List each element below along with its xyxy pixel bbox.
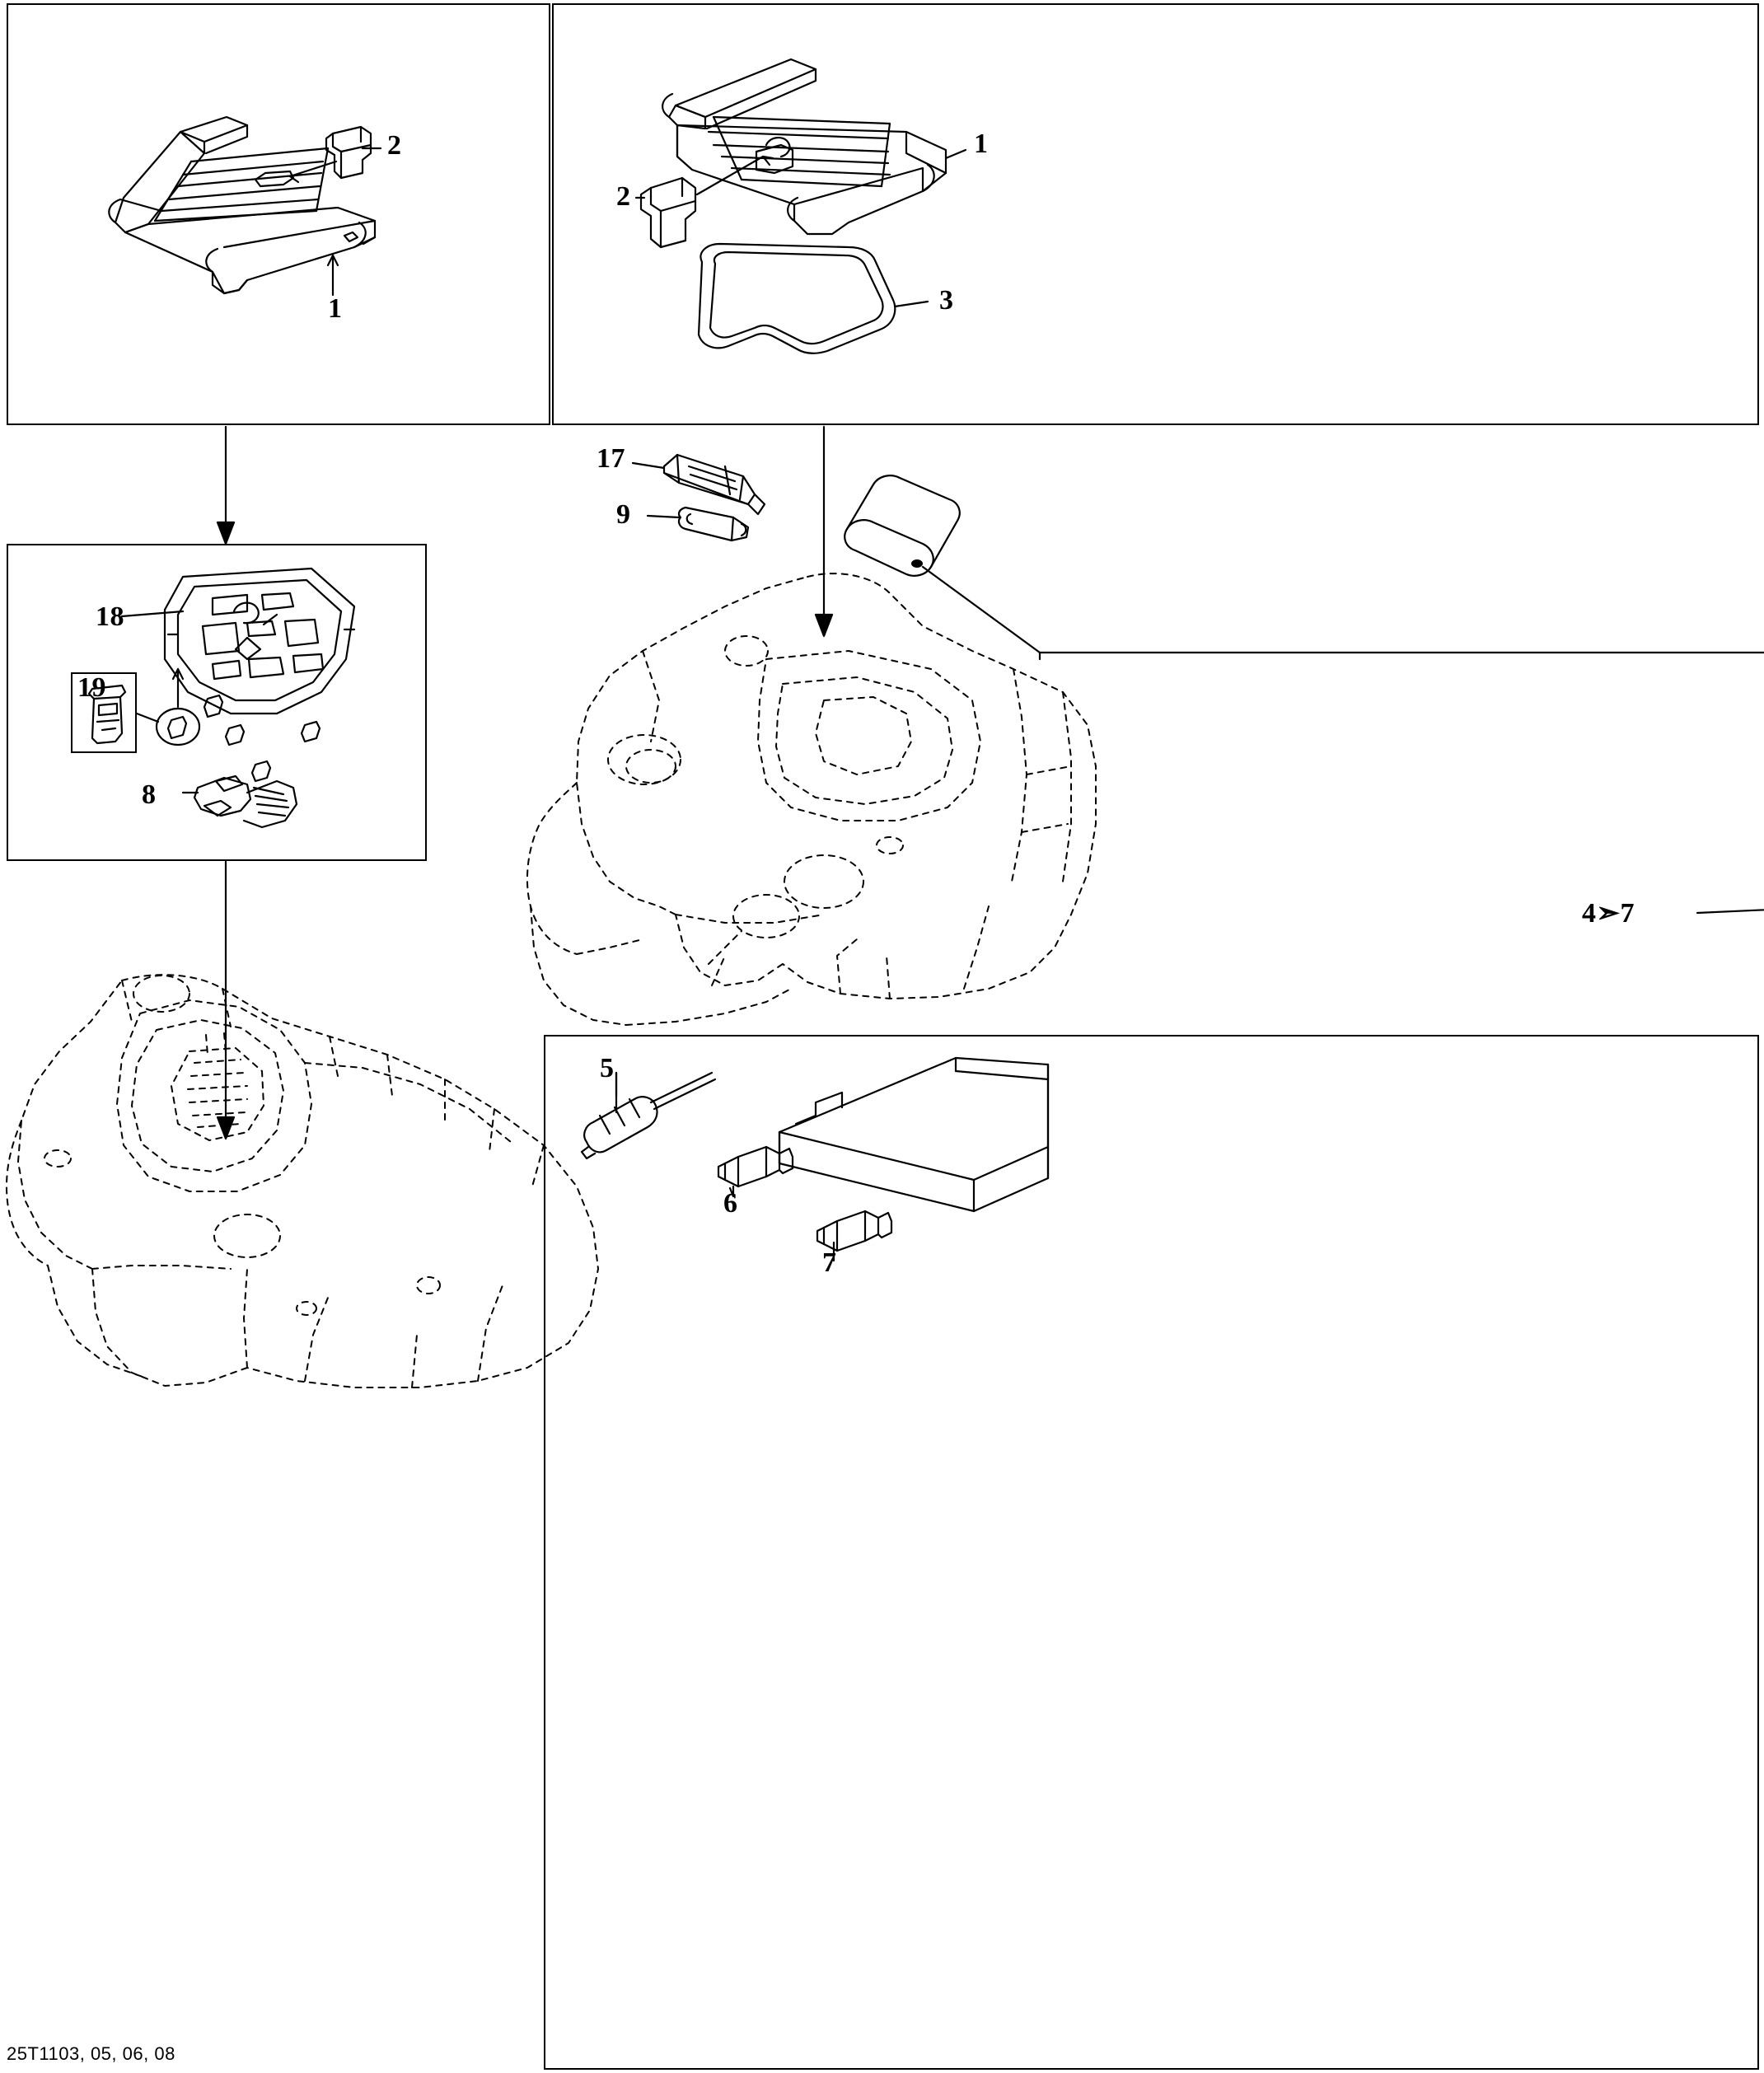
callout-1-topright: 1 <box>974 129 989 159</box>
flow-arrow-topleft-to-midleft <box>218 427 234 544</box>
callout-8-harness: 8 <box>142 779 157 810</box>
part-9-wrench <box>648 508 748 540</box>
panel-top-right <box>552 3 1759 425</box>
group-4-7-leader <box>1040 653 1764 913</box>
callout-3-gasket: 3 <box>939 285 954 316</box>
callout-7-socket: 7 <box>822 1247 837 1278</box>
flow-arrow-topright-to-vehicle <box>816 427 832 636</box>
part-17-bracket <box>633 455 765 514</box>
vehicle-body-upper <box>527 573 1096 1025</box>
callout-1-topleft: 1 <box>328 293 343 324</box>
callout-19-clip: 19 <box>77 672 106 703</box>
callout-9-wrench: 9 <box>616 499 631 530</box>
panel-mid-left <box>7 544 427 861</box>
callout-2-topleft: 2 <box>387 130 402 161</box>
callout-17-bracket: 17 <box>597 443 625 474</box>
vehicle-body-lower <box>7 975 598 1387</box>
flow-arrow-midleft-to-lowervehicle <box>218 862 234 1139</box>
callout-4-to-7-group: 4➣7 <box>1582 898 1635 929</box>
callout-5-screwdriver: 5 <box>600 1053 615 1083</box>
callout-2-topright: 2 <box>616 181 631 212</box>
rolled-tool-pouch <box>845 475 1040 653</box>
callout-6-socket: 6 <box>723 1188 738 1219</box>
footer-part-code: 25T1103, 05, 06, 08 <box>7 2043 175 2064</box>
panel-top-left <box>7 3 550 425</box>
callout-18-tray: 18 <box>96 601 124 632</box>
